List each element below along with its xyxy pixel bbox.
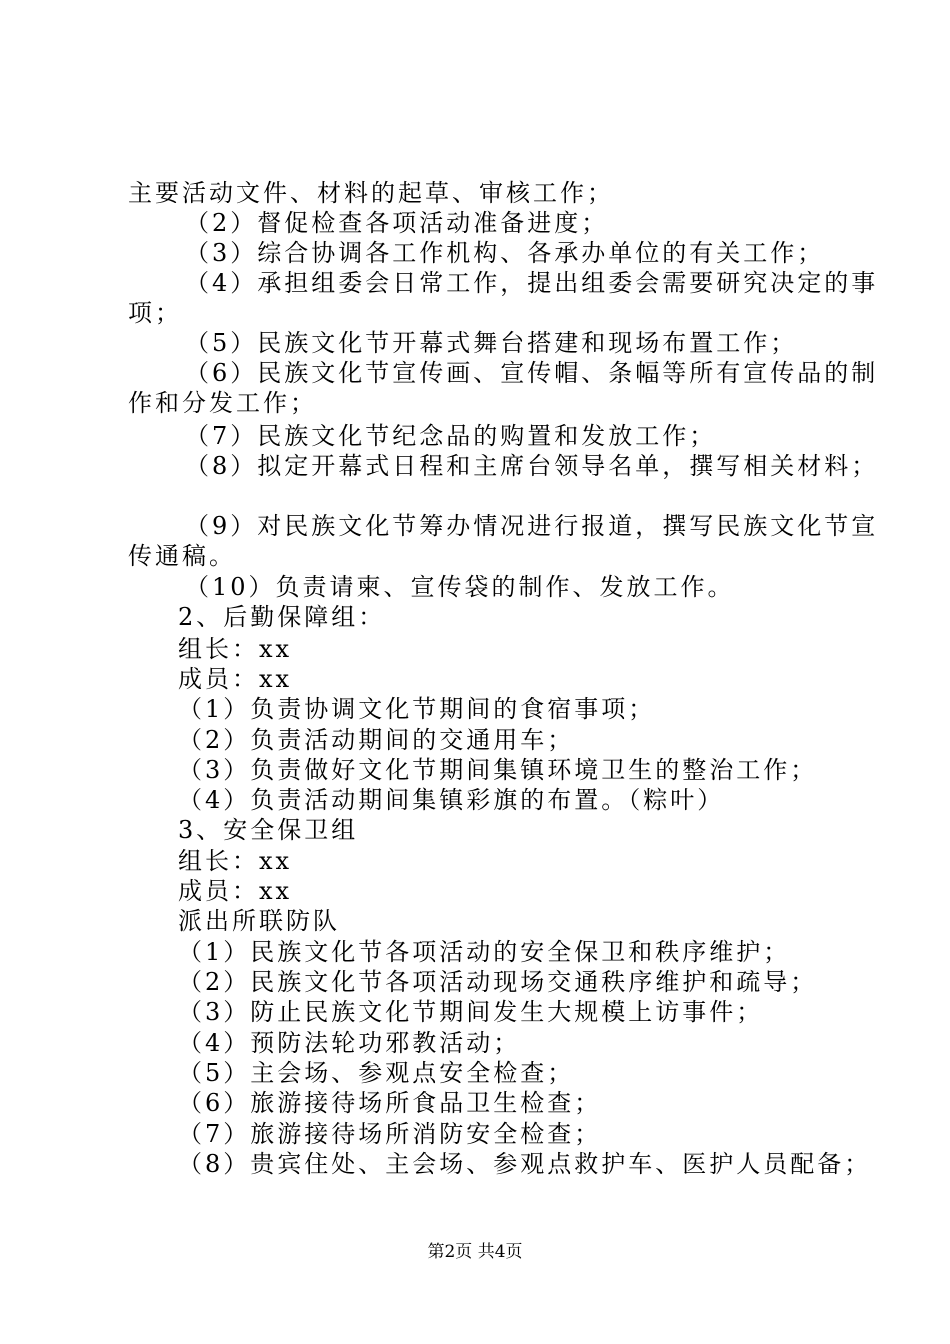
text-line: 成员：xx (178, 665, 293, 693)
text-line: （3）综合协调各工作机构、各承办单位的有关工作； (185, 239, 825, 267)
page-footer (0, 1240, 950, 1264)
text-line: （3）防止民族文化节期间发生大规模上访事件； (178, 998, 764, 1026)
text-line: （8）贵宾住处、主会场、参观点救护车、医护人员配备； (178, 1150, 872, 1178)
text-line: （4）承担组委会日常工作，提出组委会需要研究决定的事 (185, 269, 879, 297)
text-line: （7）旅游接待场所消防安全检查； (178, 1120, 602, 1148)
text-line: （4）负责活动期间集镇彩旗的布置。（粽叶） (178, 786, 725, 814)
text-line: （3）负责做好文化节期间集镇环境卫生的整治工作； (178, 756, 818, 784)
text-line: 成员：xx (178, 877, 293, 905)
text-line: 派出所联防队 (178, 907, 340, 935)
text-line: （2）民族文化节各项活动现场交通秩序维护和疏导； (178, 968, 818, 996)
text-line: 3、安全保卫组 (178, 816, 359, 844)
text-line: （10）负责请柬、宣传袋的制作、发放工作。 (185, 573, 735, 601)
text-line: （2）负责活动期间的交通用车； (178, 726, 575, 754)
text-line: （9）对民族文化节筹办情况进行报道，撰写民族文化节宣 (185, 512, 879, 540)
text-line: （1）民族文化节各项活动的安全保卫和秩序维护； (178, 938, 791, 966)
text-line: 2、后勤保障组： (178, 603, 386, 631)
page-number: 第2页 共4页 (427, 1242, 523, 1262)
text-line: 项； (128, 299, 182, 327)
text-line: （7）民族文化节纪念品的购置和发放工作； (185, 422, 717, 450)
text-line: （5）主会场、参观点安全检查； (178, 1059, 575, 1087)
text-line: （6）民族文化节宣传画、宣传帽、条幅等所有宣传品的制 (185, 359, 879, 387)
text-line: 组长：xx (178, 847, 293, 875)
text-line: 组长：xx (178, 635, 293, 663)
text-line: 作和分发工作； (128, 389, 317, 417)
text-line: （8）拟定开幕式日程和主席台领导名单，撰写相关材料； (185, 452, 879, 480)
text-line: （6）旅游接待场所食品卫生检查； (178, 1089, 602, 1117)
text-line: 传通稿。 (128, 542, 236, 570)
text-line: （2）督促检查各项活动准备进度； (185, 209, 609, 237)
text-line: （4）预防法轮功邪教活动； (178, 1029, 521, 1057)
text-line: （1）负责协调文化节期间的食宿事项； (178, 695, 656, 723)
text-line: 主要活动文件、材料的起草、审核工作； (128, 179, 614, 207)
text-line: （5）民族文化节开幕式舞台搭建和现场布置工作； (185, 329, 798, 357)
